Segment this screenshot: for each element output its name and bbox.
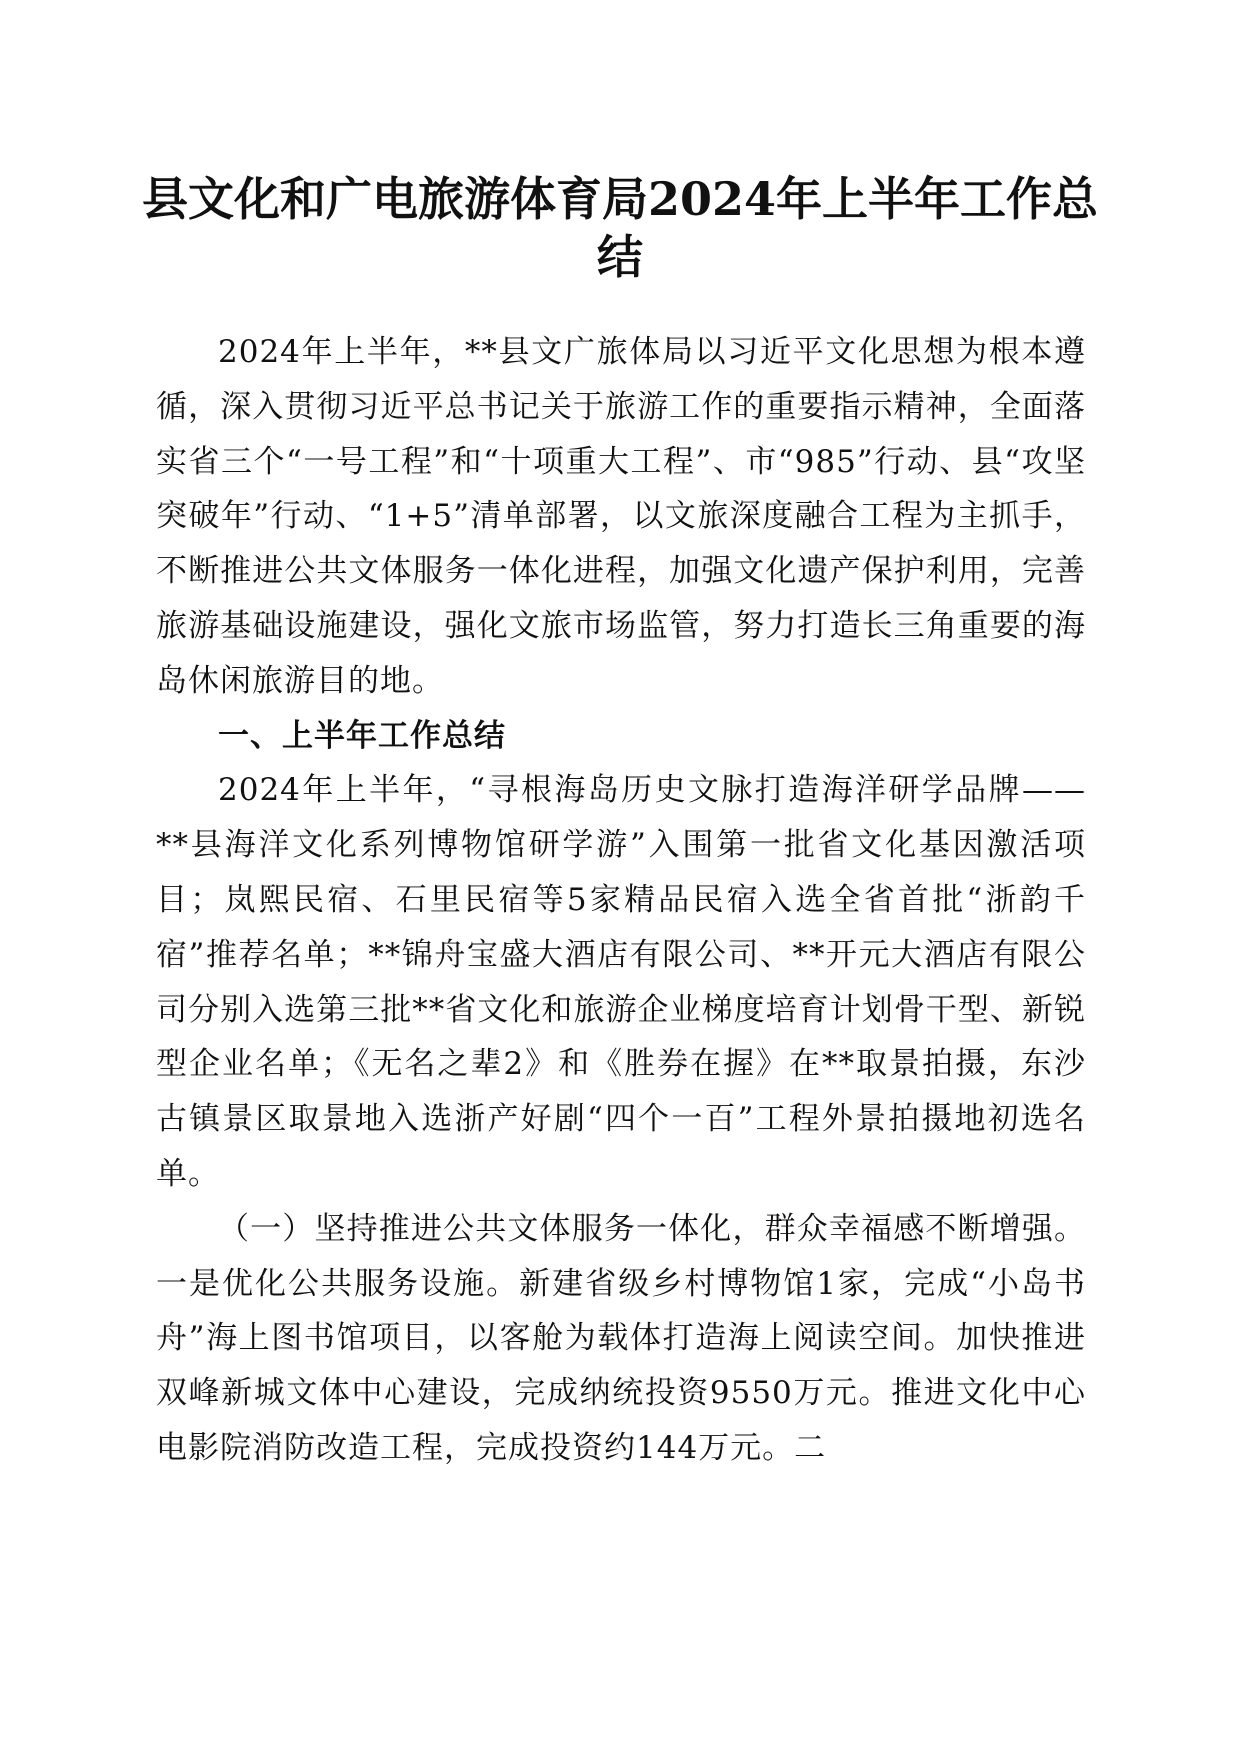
document-title: 县文化和广电旅游体育局2024年上半年工作总结 [141,172,1099,284]
summary-paragraph: 2024年上半年，“寻根海岛历史文脉打造海洋研学品牌——**县海洋文化系列博物馆研学游”入围第一批省文化基因激活项目；岚熙民宿、石里民宿等5家精品民宿入选全省首批“浙韵千宿”推荐名单；**锦舟宝盛大酒店有限公司、**开元大酒店有限公司分别入选第三批**省文化和旅游企业梯度培育计划骨干型、新锐型企业名单；《无名之辈2》和《胜券在握》在**取景拍摄，东沙古镇景区取景地入选浙产好剧“四个一百”工程外景拍摄地初选名单。 [156,772,1086,1192]
subsection-paragraph [156,1202,1086,1476]
document-body [156,325,1086,1476]
intro-paragraph: 2024年上半年，**县文广旅体局以习近平文化思想为根本遵循，深入贯彻习近平总书记关于旅游工作的重要指示精神，全面落实省三个“一号工程”和“十项重大工程”、市“985”行动、县“攻坚突破年”行动、“1+5”清单部署，以文旅深度融合工程为主抓手，不断推进公共文体服务一体化进程，加强文化遗产保护利用，完善旅游基础设施建设，强化文旅市场监管，努力打造长三角重要的海岛休闲旅游目的地。 [156,334,1086,699]
subsection-text: 一是优化公共服务设施。新建省级乡村博物馆1家，完成“小岛书舟”海上图书馆项目，以客舱为载体打造海上阅读空间。加快推进双峰新城文体中心建设，完成纳统投资9550万元。推进文化中心电影院消防改造工程，完成投资约144万元。二 [156,1265,1086,1466]
section-heading: 一、上半年工作总结 [218,717,506,754]
subsection-heading: （一）坚持推进公共文体服务一体化，群众幸福感不断增强。 [218,1210,1086,1247]
